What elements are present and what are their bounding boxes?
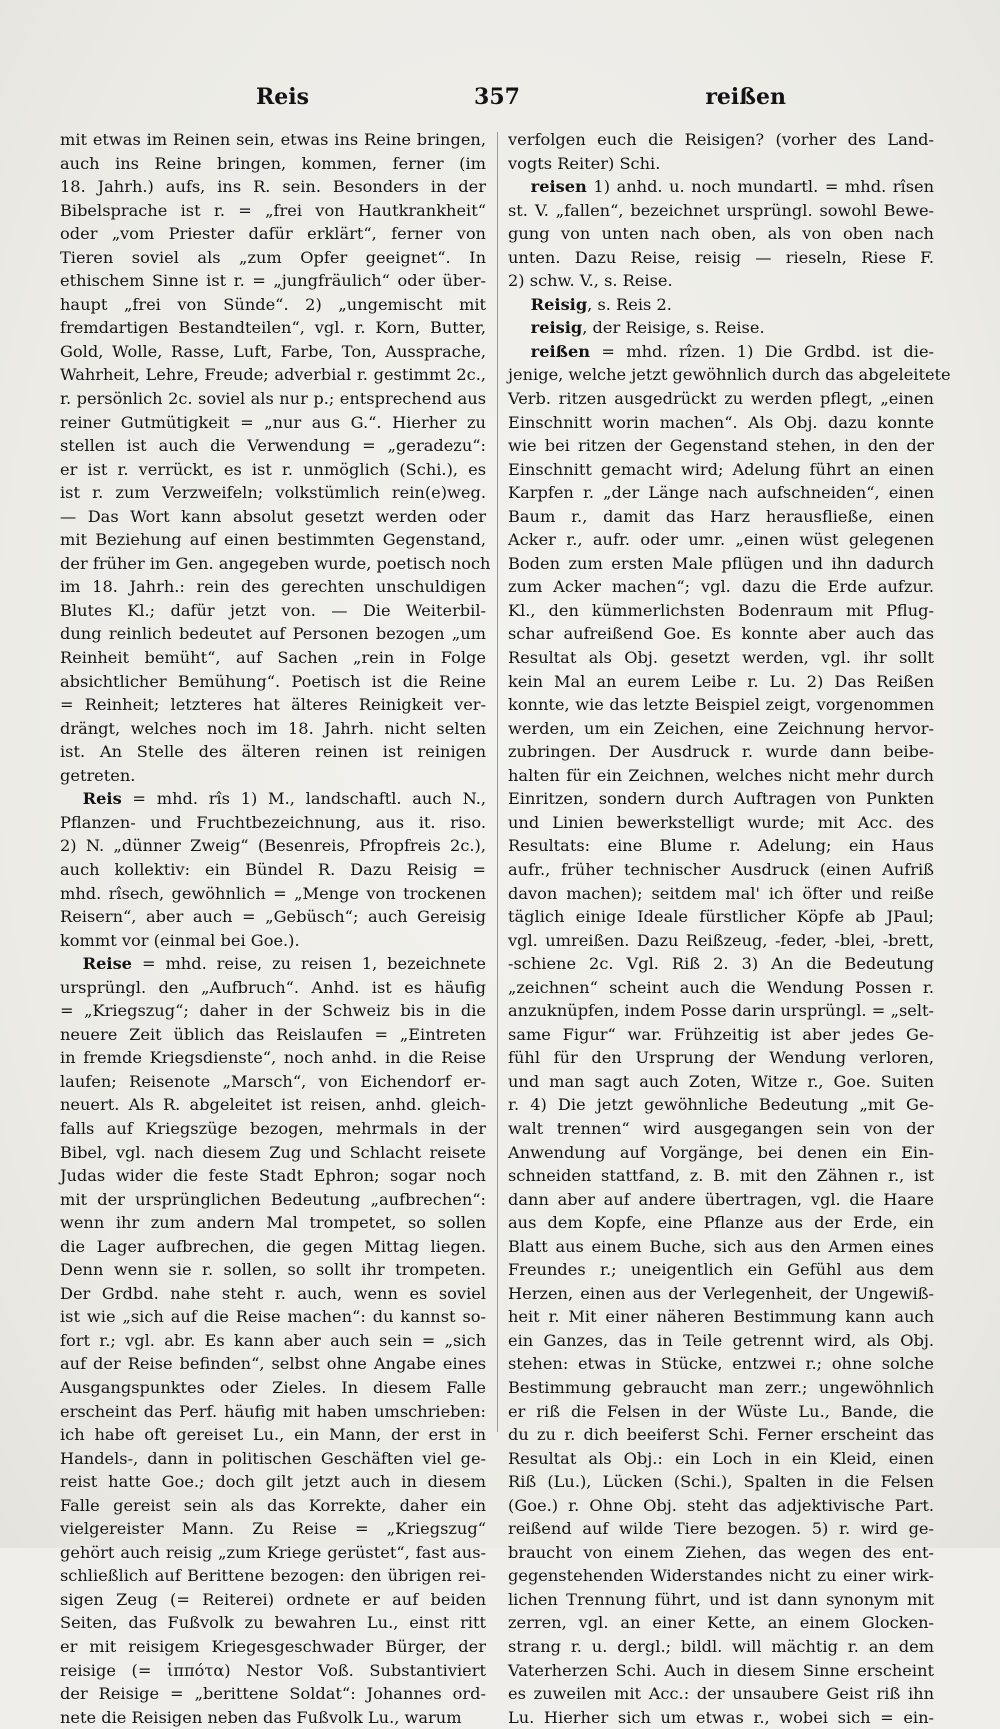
entry-headword-line: reißen = mhd. rîzen. 1) Die Grdbd. ist die-	[530, 341, 934, 361]
text-line: zerren, vgl. an einer Kette, an einem Glocken-	[508, 1613, 934, 1633]
text-line: Gold, Wolle, Rasse, Luft, Farbe, Ton, Aussprache,	[60, 341, 486, 361]
text-line: Riß (Lu.), Lücken (Schi.), Spalten in die Felsen	[508, 1472, 934, 1492]
text-line: mit Beziehung auf einen bestimmten Gegenstand,	[60, 530, 486, 550]
text-line: Seiten, das Fußvolk zu bewahren Lu., einst ritt	[60, 1613, 486, 1633]
text-line: fort r.; vgl. abr. Es kann aber auch sein = „sich	[60, 1330, 486, 1350]
text-line: in fremde Kriegsdienste“, noch anhd. in die Reise	[60, 1048, 486, 1068]
text-line: gehört auch reisig „zum Kriege gerüstet“, fast aus-	[60, 1542, 486, 1562]
text-line: es zuweilen mit Acc.: der unsaubere Geist riß ihn	[508, 1684, 934, 1704]
text-line: verfolgen euch die Reisigen? (vorher des Land-	[508, 130, 934, 149]
text-line: Handels-, dann in politischen Geschäften viel ge-	[60, 1448, 486, 1468]
text-line: getreten.	[60, 765, 136, 785]
text-line: Reinheit bemüht“, auf Sachen „rein in Folge	[60, 648, 486, 668]
text-line: Acker r., aufr. oder umr. „einen wüst gelegenen	[508, 530, 934, 550]
text-line: stellen ist auch die Verwendung = „geradezu“:	[60, 436, 486, 456]
text-line: — Das Wort kann absolut gesetzt werden oder	[60, 506, 486, 526]
text-line: Judas wider die feste Stadt Ephron; sogar noch	[60, 1166, 486, 1186]
text-line: 18. Jahrh.) aufs, ins R. sein. Besonders in der	[60, 177, 486, 197]
text-line: Kl., den kümmerlichsten Bodenraum mit Pflug-	[508, 600, 934, 620]
text-line: dann aber auf andere übertragen, vgl. die Haare	[508, 1189, 934, 1209]
text-line: strang r. u. dergl.; bildl. will mächtig r. an dem	[508, 1637, 934, 1656]
text-line: davon machen); seitdem mal' ich öfter und reiße	[508, 883, 934, 903]
text-line: unten. Dazu Reise, reisig — rieseln, Riese F.	[508, 247, 934, 267]
text-line: wenn ihr zum andern Mal trompetet, so sollen	[60, 1213, 486, 1233]
text-line: Bibel, vgl. nach diesem Zug und Schlacht reisete	[60, 1142, 486, 1162]
text-line: Baum r., damit das Harz herausfließe, einen	[508, 506, 934, 526]
text-line: -schiene 2c. Vgl. Riß 2. 3) An die Bedeutung	[508, 954, 934, 974]
text-line: jenige, welche jetzt gewöhnlich durch das abgeleitete	[508, 365, 951, 385]
text-line: nete die Reisigen neben das Fußvolk Lu., warum	[60, 1707, 462, 1727]
page-number: 357	[474, 84, 520, 110]
text-line: Verb. ritzen ausgedrückt zu werden pflegt, „einen	[508, 389, 934, 409]
text-line: ist wie „sich auf die Reise machen“: du kannst so-	[60, 1307, 486, 1327]
text-line: auch ins Reine bringen, kommen, ferner (im	[60, 153, 486, 173]
text-line: mit etwas im Reinen sein, etwas ins Reine bringen,	[60, 130, 486, 149]
text-line: fremdartigen Bestandteilen“, vgl. r. Korn, Butter,	[60, 318, 486, 338]
text-line: mit der ursprünglichen Bedeutung „aufbrechen“:	[60, 1189, 486, 1209]
text-line: Ausgangspunktes oder Zieles. In diesem Falle	[60, 1377, 486, 1397]
text-line: sigen Zeug (= Reiterei) ordnete er auf beiden	[60, 1589, 486, 1609]
text-line: neuere Zeit üblich das Reislaufen = „Eintreten	[60, 1024, 486, 1044]
text-line: ursprüngl. den „Aufbruch“. Anhd. ist es häufig	[60, 977, 486, 997]
text-line: Denn wenn sie r. sollen, so sollt ihr trompeten.	[60, 1260, 486, 1280]
text-line: reiner Gutmütigkeit = „nur aus G.“. Hierher zu	[60, 412, 486, 432]
text-line: stehen: etwas in Stücke, entzwei r.; ohne solche	[508, 1354, 934, 1374]
entry-headword: reisig	[530, 318, 583, 338]
text-line: aus dem Kopfe, eine Pflanze aus der Erde, ein	[508, 1213, 934, 1233]
column-divider	[497, 132, 498, 1432]
right-column	[508, 128, 951, 1729]
running-header	[58, 84, 936, 118]
text-line: kein Mal an eurem Leibe r. Lu. 2) Das Reißen	[508, 671, 934, 691]
text-line: haupt „frei von Sünde“. 2) „ungemischt mit	[60, 294, 486, 314]
text-line: Vaterherzen Schi. Auch in diesem Sinne erscheint	[508, 1660, 934, 1680]
text-line: erscheint das Perf. häufig mit haben umschrieben:	[60, 1401, 486, 1421]
text-line: wie bei ritzen der Gegenstand stehen, in den der	[508, 436, 934, 456]
text-line: oder „vom Priester dafür erklärt“, ferner von	[60, 224, 486, 244]
text-line: im 18. Jahrh.: rein des gerechten unschuldigen	[60, 577, 486, 597]
text-line: ein Ganzes, das in Teile getrennt wird, als Obj.	[508, 1330, 934, 1350]
text-line: ist r. zum Verzweifeln; volkstümlich rein(e)weg.	[60, 483, 486, 503]
text-line: Blutes Kl.; dafür jetzt von. — Die Weiterbil-	[60, 600, 486, 620]
text-line: der Reisige = „berittene Soldat“: Johannes ord-	[60, 1684, 486, 1704]
text-line: die Lager aufbrechen, die gegen Mittag liegen.	[60, 1236, 486, 1256]
text-line: schneiden stattfand, z. B. mit den Zähnen r., ist	[508, 1166, 934, 1186]
text-line: auf der Reise befinden“, selbst ohne Angabe eines	[60, 1354, 486, 1374]
text-line: Herzen, einen aus der Verlegenheit, der Ungewiß-	[508, 1283, 934, 1303]
text-line: (Goe.) r. Ohne Obj. steht das adjektivische Part.	[508, 1495, 934, 1515]
text-line: Resultat als Obj. gesetzt werden, vgl. ihr sollt	[508, 648, 934, 668]
text-line: 2) schw. V., s. Reise.	[508, 271, 673, 291]
text-line: er riß die Felsen in der Wüste Lu., Bande, die	[508, 1401, 934, 1421]
entry-headword-line: reisen 1) anhd. u. noch mundartl. = mhd. rîsen	[530, 177, 934, 197]
text-line: zum Acker machen“; vgl. dazu die Erde aufzur.	[508, 577, 934, 597]
text-line: aufr., früher technischer Ausdruck (einen Aufriß	[508, 859, 934, 879]
entry-headword: reisen	[530, 177, 587, 197]
text-line: Blatt aus einem Buche, sich aus den Armen eines	[508, 1236, 934, 1256]
text-line: täglich einige Ideale fürstlicher Köpfe ab JPaul;	[508, 907, 934, 927]
text-line: halten für ein Zeichnen, welches nicht mehr durch	[508, 765, 934, 785]
header-left-word: Reis	[256, 84, 310, 110]
text-line: mhd. rîsech, gewöhnlich = „Menge von trockenen	[60, 883, 486, 903]
text-line: auch kollektiv: ein Bündel R. Dazu Reisig =	[60, 859, 486, 879]
text-line: falls auf Kriegszüge bezogen, mehrmals in der	[60, 1118, 486, 1138]
text-line: Lu. Hierher sich um etwas r., wobei sich = ein-	[508, 1707, 934, 1727]
text-line: der früher im Gen. angegeben wurde, poetisch noch	[60, 553, 491, 573]
text-line: Anwendung auf Vorgänge, bei denen ein Ein-	[508, 1142, 934, 1162]
text-line: ich habe oft gereiset Lu., ein Mann, der erst in	[60, 1425, 486, 1445]
text-line: 2) N. „dünner Zweig“ (Besenreis, Pfropfreis 2c.),	[60, 836, 486, 856]
text-line: anzuknüpfen, indem Posse darin ursprüngl. = „selt-	[508, 1001, 934, 1021]
entry-headword-line: Reis = mhd. rîs 1) M., landschaftl. auch N.,	[82, 789, 486, 809]
text-line: Einschnitt worin machen“. Als Obj. dazu konnte	[508, 412, 934, 432]
text-line: Bibelsprache ist r. = „frei von Hautkrankheit“	[60, 200, 486, 220]
text-line: Reisern“, aber auch = „Gebüsch“; auch Gereisig	[60, 907, 486, 927]
text-line: Einritzen, sondern durch Auftragen von Punkten	[508, 789, 934, 809]
text-line: schließlich auf Berittene bezogen: den übrigen rei-	[60, 1566, 486, 1586]
text-line: fühl für den Ursprung der Wendung verloren,	[508, 1048, 934, 1068]
text-line: lichen Trennung führt, und ist dann synonym mit	[508, 1589, 934, 1609]
text-line: Karpfen r. „der Länge nach aufschneiden“, einen	[508, 483, 934, 503]
text-line: vielgereister Mann. Zu Reise = „Kriegszug“	[60, 1519, 486, 1539]
text-line: und man sagt auch Zoten, Witze r., Goe. Suiten	[508, 1071, 934, 1091]
text-line: Bestimmung gebraucht man zerr.; ungewöhnlich	[508, 1377, 934, 1397]
text-line: vgl. umreißen. Dazu Reißzeug, -feder, -blei, -brett,	[508, 930, 934, 950]
text-line: Wahrheit, Lehre, Freude; adverbial r. gestimmt 2c.,	[60, 365, 486, 385]
text-line: kommt vor (einmal bei Goe.).	[60, 930, 300, 950]
text-line: Boden zum ersten Male pflügen und ihn dadurch	[508, 553, 934, 573]
text-line: r. persönlich 2c. soviel als nur p.; entsprechend aus	[60, 389, 486, 409]
text-line: Falle gereist sein als das Korrekte, daher ein	[60, 1495, 486, 1515]
entry-headword: Reis	[82, 789, 122, 809]
header-right-word: reißen	[705, 84, 786, 110]
text-line: er ist r. verrückt, es ist r. unmöglich (Schi.), es	[60, 459, 486, 479]
text-line: heit r. Mit einer näheren Bestimmung kann auch	[508, 1307, 934, 1327]
text-line: walt trennen“ wird ausgegangen sein von der	[508, 1118, 934, 1138]
text-line: same Figur“ war. Frühzeitig ist aber jedes Ge-	[508, 1024, 934, 1044]
text-line: und Linien bewerkstelligt wurde; mit Acc. des	[508, 812, 934, 832]
entry-headword: Reisig	[530, 294, 588, 314]
entry-headword-line: Reise = mhd. reise, zu reisen 1, bezeichnete	[82, 954, 486, 974]
text-line: schar aufreißend Goe. Es konnte aber auch das	[508, 624, 934, 644]
entry-headword: reißen	[530, 341, 591, 361]
text-line: drängt, welches noch im 18. Jahrh. nicht selten	[60, 718, 486, 738]
text-line: ist. An Stelle des älteren reinen ist reinigen	[60, 742, 486, 762]
text-line: reißend auf wilde Tiere bezogen. 5) r. wird ge-	[508, 1519, 934, 1539]
left-column	[60, 128, 491, 1729]
text-line: „zeichnen“ scheint auch die Wendung Possen r.	[508, 977, 934, 997]
text-line: dung reinlich bedeutet auf Personen bezogen „um	[60, 624, 486, 644]
text-line: = „Kriegszug“; daher in der Schweiz bis in die	[60, 1001, 486, 1021]
text-line: gegenstehenden Widerstandes nicht zu einer wirk-	[508, 1566, 934, 1586]
text-line: Tieren soviel als „zum Opfer geeignet“. In	[60, 247, 486, 267]
text-line: Einschnitt gemacht wird; Adelung führt an einen	[508, 459, 934, 479]
text-line: reist hatte Goe.; doch gilt jetzt auch in diesem	[60, 1472, 486, 1492]
text-line: gung von unten nach oben, als von oben nach	[508, 224, 934, 244]
text-line: ethischem Sinne ist r. = „jungfräulich“ oder über-	[60, 271, 486, 291]
text-line: werden, um ein Zeichen, eine Zeichnung hervor-	[508, 718, 934, 738]
text-line: r. 4) Die jetzt gewöhnliche Bedeutung „mit Ge-	[508, 1095, 934, 1115]
entry-headword-line: Reisig, s. Reis 2.	[530, 294, 672, 314]
text-line: st. V. „fallen“, bezeichnet ursprüngl. sowohl Bewe-	[508, 200, 934, 220]
text-line: zubringen. Der Ausdruck r. wurde dann beibe-	[508, 742, 934, 762]
text-line: reisige (= ἱππότα) Nestor Voß. Substantiviert	[60, 1660, 486, 1680]
text-line: er mit reisigem Kriegesgeschwader Bürger, der	[60, 1637, 486, 1656]
text-line: neuert. Als R. abgeleitet ist reisen, anhd. gleich-	[60, 1095, 486, 1115]
text-line: du zu r. dich beeiferst Schi. Ferner erscheint das	[508, 1425, 934, 1445]
entry-headword: Reise	[82, 954, 132, 974]
text-line: Pflanzen- und Fruchtbezeichnung, aus it. riso.	[60, 812, 486, 832]
text-line: = Reinheit; letzteres hat älteres Reinigkeit ver-	[60, 695, 486, 715]
text-line: Der Grdbd. nahe steht r. auch, wenn es soviel	[60, 1283, 486, 1303]
text-line: Freundes r.; uneigentlich ein Gefühl aus dem	[508, 1260, 934, 1280]
text-line: Resultat als Obj.: ein Loch in ein Kleid, einen	[508, 1448, 934, 1468]
text-line: Resultats: eine Blume r. Adelung; ein Haus	[508, 836, 934, 856]
text-line: absichtlicher Bemühung“. Poetisch ist die Reine	[60, 671, 486, 691]
text-line: vogts Reiter) Schi.	[508, 153, 661, 173]
text-line: braucht von einem Ziehen, das wegen des ent-	[508, 1542, 934, 1562]
text-line: laufen; Reisenote „Marsch“, von Eichendorf er-	[60, 1071, 486, 1091]
text-line: konnte, wie das letzte Beispiel zeigt, vorgenommen	[508, 695, 934, 715]
entry-headword-line: reisig, der Reisige, s. Reise.	[530, 318, 765, 338]
